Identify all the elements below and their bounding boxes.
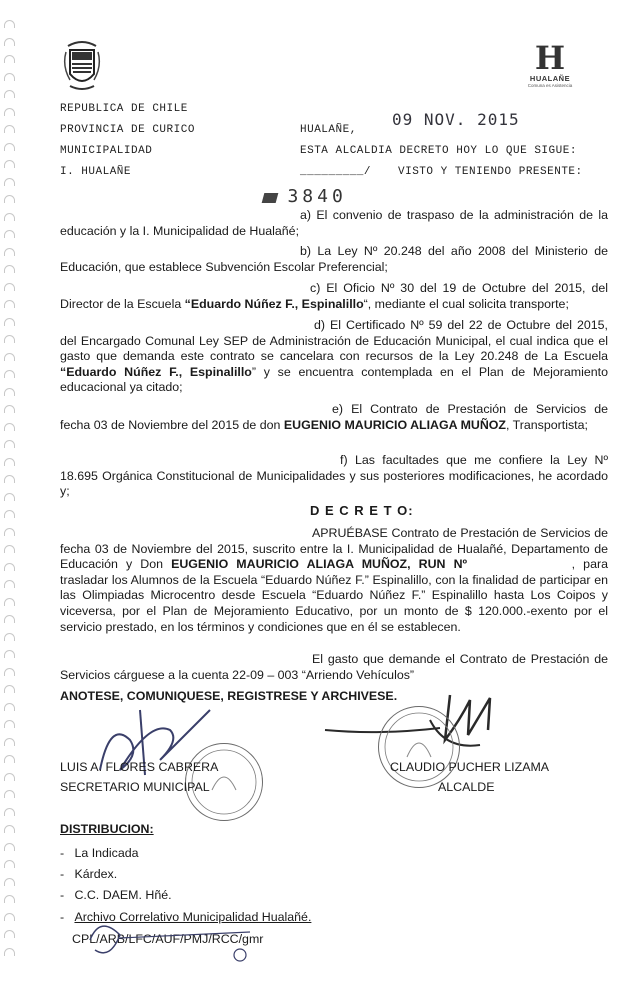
binder-hole-icon	[4, 755, 15, 763]
header-municipality-name: I. HUALAÑE	[60, 166, 132, 178]
binder-hole-icon	[4, 405, 15, 413]
binder-hole-icon	[4, 843, 15, 851]
binder-hole-icon	[4, 720, 15, 728]
binder-hole-icon	[4, 370, 15, 378]
binder-hole-icon	[4, 528, 15, 536]
binder-hole-icon	[4, 633, 15, 641]
list-item: - C.C. DAEM. Hñé.	[60, 888, 172, 902]
distribution-item-2: Kárdex.	[74, 867, 118, 881]
binder-hole-icon	[4, 598, 15, 606]
decreto-approval-text-1: APRUÉBASE Contrato de Prestación de Servicios de fecha 03 de Noviembre del 2015, suscrito entre la I. Municipalidad de Hualañé, Departamento de Educación y Don	[60, 526, 608, 572]
consideration-c-school: “Eduardo Núñez F., Espinalillo	[184, 296, 364, 311]
mayor-seal	[378, 706, 460, 788]
consideration-e-text-1: El Contrato de Prestación de Servicios de fecha 03 de Noviembre del 2015 de don	[60, 402, 608, 432]
binder-hole-icon	[4, 335, 15, 343]
consideration-a	[60, 208, 608, 239]
binder-hole-icon	[4, 160, 15, 168]
binder-hole-icon	[4, 318, 15, 326]
binder-hole-icon	[4, 458, 15, 466]
list-item: - La Indicada	[60, 846, 139, 860]
binder-hole-icon	[4, 283, 15, 291]
municipal-coat-of-arms	[62, 40, 102, 92]
binder-hole-icon	[4, 475, 15, 483]
typist-initials: CPL/ARB/LFC/AUF/PMJ/RCC/gmr	[72, 932, 264, 946]
hualane-logo-letter: H	[534, 39, 566, 77]
decree-number-blank: _________/	[300, 166, 372, 178]
binder-hole-icon	[4, 73, 15, 81]
consideration-a-label: a)	[300, 208, 312, 222]
binder-hole-icon	[4, 143, 15, 151]
binder-hole-icon	[4, 55, 15, 63]
binder-hole-icon	[4, 580, 15, 588]
binder-hole-icon	[4, 300, 15, 308]
distribution-title: DISTRIBUCION:	[60, 822, 154, 836]
binder-hole-icon	[4, 248, 15, 256]
header-visto: VISTO Y TENIENDO PRESENTE:	[398, 166, 583, 178]
distribution-item-3: C.C. DAEM. Hñé.	[74, 888, 172, 902]
stamped-date: 09 NOV. 2015	[392, 110, 520, 129]
distribution-item-1: La Indicada	[74, 846, 139, 860]
hualane-logo-sub: Comuna es Asistencia	[527, 83, 573, 88]
secretary-title: SECRETARIO MUNICIPAL	[60, 780, 210, 794]
header-municipality: MUNICIPALIDAD	[60, 145, 153, 157]
binder-hole-icon	[4, 353, 15, 361]
header-province: PROVINCIA DE CURICO	[60, 124, 195, 136]
decreto-approval-run-blank: ______________	[475, 557, 572, 572]
consideration-d-label: d)	[314, 318, 326, 332]
hualane-logo	[522, 39, 578, 92]
binder-hole-icon	[4, 423, 15, 431]
consideration-b-label: b)	[300, 244, 312, 258]
binder-hole-icon	[4, 773, 15, 781]
header-republic: REPUBLICA DE CHILE	[60, 103, 188, 115]
decreto-expense	[60, 652, 608, 683]
binder-hole-icon	[4, 808, 15, 816]
consideration-c-text-2: “, mediante el cual solicita transporte;	[363, 296, 569, 311]
mayor-name: CLAUDIO PUCHER LIZAMA	[390, 760, 550, 774]
binder-hole-icon	[4, 545, 15, 553]
binder-hole-icon	[4, 230, 15, 238]
decreto-approval-contractor: EUGENIO MAURICIO ALIAGA MUÑOZ, RUN Nº	[171, 557, 468, 572]
binder-hole-icon	[4, 668, 15, 676]
binder-hole-icon	[4, 913, 15, 921]
decree-number-stamp	[263, 186, 347, 207]
consideration-c	[60, 281, 608, 312]
binder-hole-icon	[4, 493, 15, 501]
decreto-closing: ANOTESE, COMUNIQUESE, REGISTRESE Y ARCHIVESE.	[60, 689, 398, 703]
binder-hole-icon	[4, 930, 15, 938]
consideration-a-text: El convenio de traspaso de la administración de la educación y la I. Municipalidad de Hualañé;	[60, 208, 608, 238]
consideration-c-label: c)	[310, 281, 321, 295]
decreto-approval	[60, 526, 608, 635]
binder-hole-icon	[4, 738, 15, 746]
binder-hole-icon	[4, 195, 15, 203]
stamp-mark-icon	[262, 193, 279, 203]
binder-hole-icon	[4, 440, 15, 448]
binder-hole-icon	[4, 563, 15, 571]
binder-holes	[4, 20, 16, 970]
header-decree-line: ESTA ALCALDIA DECRETO HOY LO QUE SIGUE:	[300, 145, 577, 157]
consideration-d-text-1: El Certificado Nº 59 del 22 de Octubre del 2015, del Encargado Comunal Ley SEP de Administración de Educación Municipal, el cual indica que el gasto que demanda este contrato se cancelara con recursos de la Ley 20.248 de La Escuela	[60, 318, 608, 364]
binder-hole-icon	[4, 790, 15, 798]
decree-number: 3840	[287, 186, 347, 207]
secretary-name: LUIS A. FLORES CABRERA	[60, 760, 219, 774]
binder-hole-icon	[4, 20, 15, 28]
decreto-approval-text-2: , para trasladar los Alumnos de la Escuela “Eduardo Núñez F.” Espinalillo, con la finalidad de participar en las Olimpiadas Microcentro desde Escuela “Eduardo Núñez F.” Espinalillo hasta Los Coipos y viceversa, por el Plan de Mejoramiento Educativo, por un monto de $ 120.000.-exento por el servicio prestado, en los términos y condiciones que en él se establecen.	[60, 557, 608, 634]
binder-hole-icon	[4, 125, 15, 133]
mayor-title: ALCALDE	[438, 780, 495, 794]
consideration-f	[60, 453, 608, 500]
header-place: HUALAÑE,	[300, 124, 357, 136]
binder-hole-icon	[4, 650, 15, 658]
binder-hole-icon	[4, 860, 15, 868]
binder-hole-icon	[4, 90, 15, 98]
binder-hole-icon	[4, 948, 15, 956]
binder-hole-icon	[4, 895, 15, 903]
binder-hole-icon	[4, 213, 15, 221]
binder-hole-icon	[4, 510, 15, 518]
list-item: - Archivo Correlativo Municipalidad Hualañé.	[60, 910, 312, 924]
binder-hole-icon	[4, 615, 15, 623]
consideration-e-label: e)	[332, 402, 344, 416]
consideration-d-text-2: ” y se encuentra contemplada en el Plan de Mejoramiento educacional ya citado;	[60, 364, 608, 395]
consideration-d-school: “Eduardo Núñez F., Espinalillo	[60, 364, 252, 379]
binder-hole-icon	[4, 108, 15, 116]
list-item: - Kárdex.	[60, 867, 118, 881]
binder-hole-icon	[4, 38, 15, 46]
consideration-f-label: f)	[340, 453, 348, 467]
binder-hole-icon	[4, 825, 15, 833]
consideration-e	[60, 402, 608, 433]
binder-hole-icon	[4, 178, 15, 186]
consideration-d	[60, 318, 608, 396]
consideration-b	[60, 244, 608, 275]
consideration-e-text-2: , Transportista;	[506, 417, 588, 432]
hualane-logo-name: HUALAÑE	[529, 74, 571, 83]
consideration-c-text-1: El Oficio Nº 30 del 19 de Octubre del 2015, del Director de la Escuela	[60, 281, 608, 311]
decreto-expense-text: El gasto que demande el Contrato de Prestación de Servicios cárguese a la cuenta 22-09 – 003 “Arriendo Vehículos”	[60, 652, 608, 682]
decreto-title: D E C R E T O:	[310, 503, 414, 518]
consideration-e-contractor: EUGENIO MAURICIO ALIAGA MUÑOZ	[283, 417, 506, 432]
binder-hole-icon	[4, 265, 15, 273]
binder-hole-icon	[4, 703, 15, 711]
distribution-item-4: Archivo Correlativo Municipalidad Hualañé.	[74, 910, 312, 924]
binder-hole-icon	[4, 388, 15, 396]
binder-hole-icon	[4, 878, 15, 886]
consideration-f-text: Las facultades que me confiere la Ley Nº 18.695 Orgánica Constitucional de Municipalidades y sus posteriores modificaciones, he acordado y;	[60, 453, 608, 499]
initials-scribble-icon	[80, 910, 280, 970]
consideration-b-text: La Ley Nº 20.248 del año 2008 del Ministerio de Educación, que establece Subvención Escolar Preferencial;	[60, 244, 608, 274]
binder-hole-icon	[4, 685, 15, 693]
